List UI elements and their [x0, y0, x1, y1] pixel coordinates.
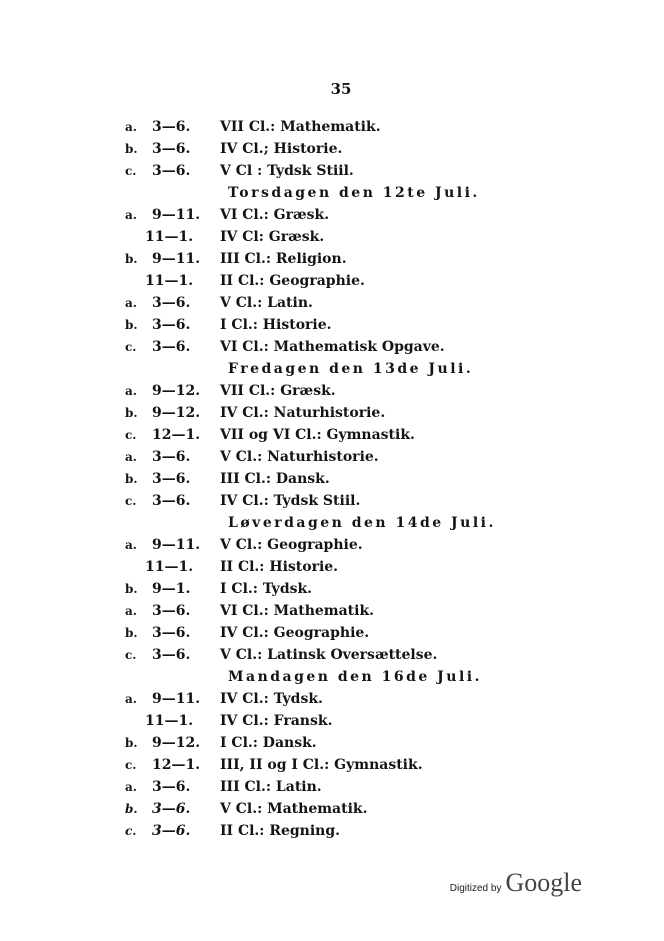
- schedule-entry: [0, 424, 664, 446]
- google-logo: Google: [505, 868, 582, 897]
- schedule-entry: [0, 292, 664, 314]
- entry-time: 3—6.: [152, 317, 191, 333]
- schedule-entry: [0, 556, 664, 578]
- entry-time: 9—12.: [152, 735, 201, 751]
- day-heading-row: [0, 512, 664, 534]
- entry-subject: III Cl.: Dansk.: [220, 471, 330, 487]
- entry-letter: b.: [125, 472, 138, 486]
- entry-time: 3—6.: [152, 801, 191, 817]
- schedule-entry: [0, 468, 664, 490]
- entry-letter: b.: [125, 318, 138, 332]
- entry-subject: III Cl.: Latin.: [220, 779, 322, 795]
- schedule-entry: [0, 270, 664, 292]
- schedule-entry: [0, 820, 664, 842]
- schedule-entry: [0, 776, 664, 798]
- schedule-entry: [0, 380, 664, 402]
- entry-time: 9—12.: [152, 405, 201, 421]
- digitized-label: Digitized by: [449, 883, 502, 894]
- entry-letter: a.: [125, 450, 137, 464]
- entry-subject: IV Cl.: Geographie.: [220, 625, 370, 641]
- schedule-entry: [0, 578, 664, 600]
- entry-subject: I Cl.: Tydsk.: [220, 581, 313, 597]
- day-heading: Fredagen den 13de Juli.: [228, 361, 474, 377]
- entry-subject: I Cl.: Dansk.: [220, 735, 317, 751]
- entry-time: 11—1.: [145, 559, 194, 575]
- entry-subject: I Cl.: Historie.: [220, 317, 332, 333]
- entry-time: 9—11.: [152, 251, 201, 267]
- day-heading: Torsdagen den 12te Juli.: [228, 185, 480, 201]
- schedule-entry: [0, 446, 664, 468]
- entry-subject: V Cl.: Naturhistorie.: [220, 449, 379, 465]
- entry-time: 11—1.: [145, 229, 194, 245]
- entry-subject: II Cl.: Historie.: [220, 559, 339, 575]
- entry-subject: V Cl : Tydsk Stiil.: [220, 163, 354, 179]
- schedule-entry: [0, 622, 664, 644]
- entry-subject: IV Cl: Græsk.: [220, 229, 325, 245]
- entry-letter: a.: [125, 692, 137, 706]
- entry-subject: V Cl.: Latin.: [220, 295, 313, 311]
- entry-letter: a.: [125, 296, 137, 310]
- entry-subject: VII Cl.: Mathematik.: [220, 119, 381, 135]
- entry-time: 3—6.: [152, 647, 191, 663]
- entry-time: 3—6.: [152, 471, 191, 487]
- page-number: 35: [330, 80, 352, 98]
- entry-subject: V Cl.: Latinsk Oversættelse.: [220, 647, 438, 663]
- schedule-entry: [0, 138, 664, 160]
- entry-time: 3—6.: [152, 603, 191, 619]
- entry-time: 12—1.: [152, 757, 201, 773]
- entry-subject: IV Cl.: Fransk.: [220, 713, 333, 729]
- entry-time: 3—6.: [152, 163, 191, 179]
- entry-time: 3—6.: [152, 449, 191, 465]
- entry-letter: b.: [125, 142, 138, 156]
- entry-subject: II Cl.: Regning.: [220, 823, 341, 839]
- entry-letter: b.: [125, 582, 138, 596]
- entry-subject: IV Cl.: Tydsk Stiil.: [220, 493, 361, 509]
- entry-subject: VII og VI Cl.: Gymnastik.: [220, 427, 415, 443]
- entry-time: 12—1.: [152, 427, 201, 443]
- schedule-entry: [0, 710, 664, 732]
- schedule-entry: [0, 160, 664, 182]
- entry-subject: VII Cl.: Græsk.: [220, 383, 336, 399]
- entry-time: 3—6.: [152, 625, 191, 641]
- schedule-entry: [0, 534, 664, 556]
- day-heading-row: [0, 182, 664, 204]
- day-heading: Mandagen den 16de Juli.: [228, 669, 482, 685]
- entry-subject: VI Cl.: Mathematisk Opgave.: [220, 339, 445, 355]
- schedule-entry: [0, 116, 664, 138]
- entry-subject: V Cl.: Mathematik.: [220, 801, 368, 817]
- entry-subject: IV Cl.: Tydsk.: [220, 691, 323, 707]
- entry-time: 3—6.: [152, 141, 191, 157]
- day-heading-row: [0, 666, 664, 688]
- schedule-entry: [0, 204, 664, 226]
- entry-letter: c.: [125, 648, 137, 662]
- schedule-entry: [0, 226, 664, 248]
- entry-time: 9—11.: [152, 691, 201, 707]
- entry-subject: VI Cl.: Græsk.: [220, 207, 330, 223]
- schedule-entry: [0, 644, 664, 666]
- entry-subject: IV Cl.: Naturhistorie.: [220, 405, 386, 421]
- day-heading-row: [0, 358, 664, 380]
- entry-letter: c.: [125, 758, 137, 772]
- entry-subject: VI Cl.: Mathematik.: [220, 603, 375, 619]
- entry-letter: a.: [125, 604, 137, 618]
- schedule-entry: [0, 490, 664, 512]
- entry-letter: a.: [125, 384, 137, 398]
- entry-time: 3—6.: [152, 493, 191, 509]
- day-heading: Løverdagen den 14de Juli.: [228, 515, 496, 531]
- schedule-entry: [0, 248, 664, 270]
- schedule-entry: [0, 314, 664, 336]
- entry-time: 3—6.: [152, 119, 191, 135]
- exam-schedule: [0, 116, 664, 842]
- entry-subject: IV Cl.; Historie.: [220, 141, 343, 157]
- entry-letter: c.: [125, 824, 137, 838]
- entry-subject: II Cl.: Geographie.: [220, 273, 365, 289]
- entry-letter: b.: [125, 736, 138, 750]
- entry-time: 11—1.: [145, 713, 194, 729]
- entry-letter: b.: [125, 252, 138, 266]
- entry-letter: a.: [125, 538, 137, 552]
- entry-time: 11—1.: [145, 273, 194, 289]
- schedule-entry: [0, 754, 664, 776]
- entry-letter: a.: [125, 208, 137, 222]
- entry-time: 3—6.: [152, 823, 191, 839]
- schedule-entry: [0, 600, 664, 622]
- entry-letter: a.: [125, 120, 137, 134]
- entry-letter: a.: [125, 780, 137, 794]
- entry-time: 3—6.: [152, 295, 191, 311]
- entry-time: 9—11.: [152, 537, 201, 553]
- entry-time: 9—11.: [152, 207, 201, 223]
- schedule-entry: [0, 402, 664, 424]
- entry-letter: c.: [125, 428, 137, 442]
- entry-time: 3—6.: [152, 779, 191, 795]
- entry-subject: III Cl.: Religion.: [220, 251, 347, 267]
- schedule-entry: [0, 336, 664, 358]
- entry-letter: b.: [125, 626, 138, 640]
- entry-subject: V Cl.: Geographie.: [220, 537, 363, 553]
- entry-time: 9—1.: [152, 581, 191, 597]
- schedule-entry: [0, 732, 664, 754]
- schedule-entry: [0, 798, 664, 820]
- entry-subject: III, II og I Cl.: Gymnastik.: [220, 757, 423, 773]
- entry-letter: c.: [125, 340, 137, 354]
- entry-time: 3—6.: [152, 339, 191, 355]
- entry-letter: c.: [125, 494, 137, 508]
- digitized-watermark: [450, 868, 582, 898]
- entry-letter: b.: [125, 802, 138, 816]
- entry-letter: b.: [125, 406, 138, 420]
- schedule-entry: [0, 688, 664, 710]
- entry-time: 9—12.: [152, 383, 201, 399]
- entry-letter: c.: [125, 164, 137, 178]
